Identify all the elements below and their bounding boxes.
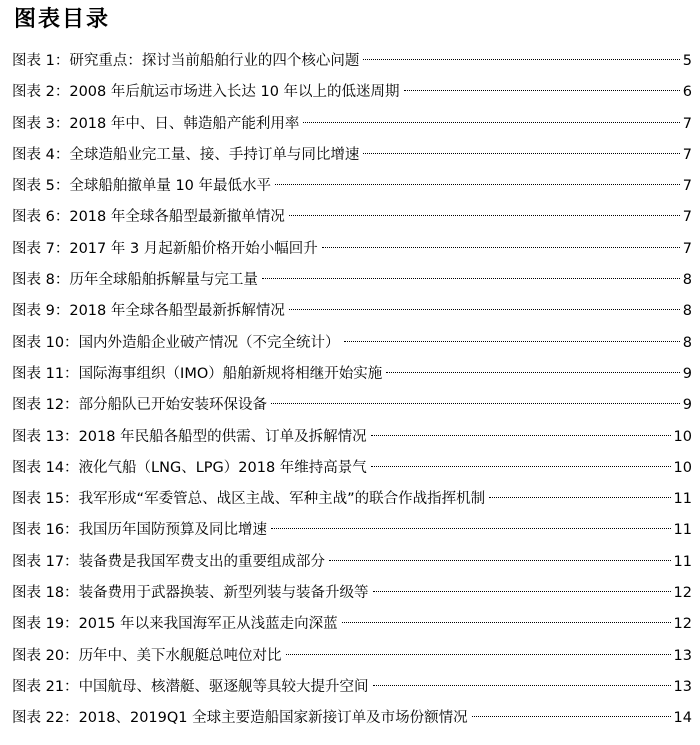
toc-entry-text: 历年中、美下水舰艇总吨位对比 bbox=[78, 647, 282, 664]
toc-entry-page: 11 bbox=[673, 491, 692, 508]
toc-entry-label: 图表 18： bbox=[12, 585, 79, 602]
toc-entry-text: 液化气船（LNG、LPG）2018 年维持高景气 bbox=[78, 459, 367, 476]
toc-entry-page: 7 bbox=[682, 209, 692, 226]
toc-leader-dots bbox=[472, 716, 671, 717]
toc-leader-dots bbox=[329, 560, 670, 561]
toc-entry-text: 全球船舶撤单量 10 年最低水平 bbox=[69, 178, 272, 195]
toc-entry[interactable] bbox=[12, 422, 692, 453]
toc-entry-text: 研究重点：探讨当前船舶行业的四个核心问题 bbox=[69, 53, 360, 69]
toc-entry-text: 2018 年全球各船型最新撤单情况 bbox=[69, 209, 285, 226]
toc-title: 图表目录 bbox=[14, 7, 111, 32]
toc-leader-dots bbox=[342, 622, 671, 623]
toc-entry[interactable] bbox=[12, 140, 692, 171]
toc-entry-label: 图表 10： bbox=[12, 334, 79, 351]
toc-entry-label: 图表 20： bbox=[12, 647, 79, 664]
toc-entry-text: 历年全球船舶拆解量与完工量 bbox=[69, 272, 258, 289]
toc-entry-page: 6 bbox=[682, 84, 692, 101]
toc-entry-label: 图表 7： bbox=[12, 240, 70, 257]
toc-entry-label: 图表 1： bbox=[12, 53, 70, 69]
toc-entry-label: 图表 8： bbox=[12, 272, 70, 289]
toc-entry-text: 装备费是我国军费支出的重要组成部分 bbox=[78, 553, 326, 570]
toc-leader-dots bbox=[344, 341, 680, 342]
toc-entry-page: 11 bbox=[673, 522, 692, 539]
toc-entry[interactable] bbox=[12, 672, 692, 703]
toc-leader-dots bbox=[371, 466, 671, 467]
toc-entry[interactable] bbox=[12, 703, 692, 734]
toc-entry-page: 9 bbox=[682, 365, 692, 382]
toc-entry[interactable] bbox=[12, 390, 692, 421]
toc-entry-text: 2018、2019Q1 全球主要造船国家新接订单及市场份额情况 bbox=[78, 710, 468, 727]
toc-entry-page: 13 bbox=[673, 678, 692, 695]
toc-entry-page: 9 bbox=[682, 397, 692, 414]
toc-entry-label: 图表 6： bbox=[12, 209, 70, 226]
toc-leader-dots bbox=[363, 153, 679, 154]
toc-leader-dots bbox=[303, 122, 679, 123]
toc-entry-page: 7 bbox=[682, 146, 692, 163]
toc-entry-page: 8 bbox=[682, 303, 692, 320]
toc-entry-label: 图表 22： bbox=[12, 710, 79, 727]
toc-leader-dots bbox=[275, 184, 680, 185]
toc-entry-page: 10 bbox=[673, 428, 692, 445]
toc-entry-label: 图表 9： bbox=[12, 303, 70, 320]
toc-entry-text: 2017 年 3 月起新船价格开始小幅回升 bbox=[69, 240, 318, 257]
toc-entry-label: 图表 12： bbox=[12, 397, 79, 414]
toc-entry[interactable] bbox=[12, 609, 692, 640]
toc-entry-page: 10 bbox=[673, 459, 692, 476]
toc-entry-page: 11 bbox=[673, 553, 692, 570]
toc-entry[interactable] bbox=[12, 641, 692, 672]
toc-entry-label: 图表 14： bbox=[12, 459, 79, 476]
toc-entry[interactable] bbox=[12, 234, 692, 265]
toc-leader-dots bbox=[373, 685, 671, 686]
toc-entry-page: 7 bbox=[682, 178, 692, 195]
toc-entry[interactable] bbox=[12, 359, 692, 390]
toc-entry[interactable] bbox=[12, 515, 692, 546]
toc-leader-dots bbox=[286, 654, 671, 655]
toc-entry[interactable] bbox=[12, 547, 692, 578]
toc-entry[interactable] bbox=[12, 578, 692, 609]
toc-entry-label: 图表 5： bbox=[12, 178, 70, 195]
toc-leader-dots bbox=[289, 309, 680, 310]
toc-entry-label: 图表 15： bbox=[12, 491, 79, 508]
toc-entry-page: 12 bbox=[673, 616, 692, 633]
toc-entry[interactable] bbox=[12, 109, 692, 140]
toc-entry-label: 图表 3： bbox=[12, 115, 70, 132]
toc-entry-label: 图表 2： bbox=[12, 84, 70, 101]
toc-entry-page: 13 bbox=[673, 647, 692, 664]
toc-entry-label: 图表 21： bbox=[12, 678, 79, 695]
toc-entry-label: 图表 19： bbox=[12, 616, 79, 633]
toc-entry[interactable] bbox=[12, 46, 692, 77]
toc-leader-dots bbox=[404, 90, 680, 91]
toc-entry[interactable] bbox=[12, 296, 692, 327]
toc-entry[interactable] bbox=[12, 77, 692, 108]
toc-entry[interactable] bbox=[12, 171, 692, 202]
toc-leader-dots bbox=[371, 435, 671, 436]
toc-entry-text: 部分船队已开始安装环保设备 bbox=[78, 397, 268, 414]
toc-entry-label: 图表 16： bbox=[12, 522, 79, 539]
toc-entry-label: 图表 13： bbox=[12, 428, 79, 445]
toc-leader-dots bbox=[363, 59, 679, 60]
toc-list bbox=[12, 46, 692, 735]
toc-entry-text: 2018 年全球各船型最新拆解情况 bbox=[69, 303, 285, 320]
toc-entry-page: 8 bbox=[682, 334, 692, 351]
toc-entry-text: 2008 年后航运市场进入长达 10 年以上的低迷周期 bbox=[69, 84, 400, 101]
toc-entry-text: 国际海事组织（IMO）船舶新规将相继开始实施 bbox=[78, 365, 383, 382]
toc-entry-text: 2015 年以来我国海军正从浅蓝走向深蓝 bbox=[78, 616, 338, 633]
toc-leader-dots bbox=[271, 403, 680, 404]
toc-entry-text: 中国航母、核潜艇、驱逐舰等具较大提升空间 bbox=[78, 678, 369, 695]
toc-entry-page: 14 bbox=[673, 710, 692, 727]
toc-entry-text: 2018 年中、日、韩造船产能利用率 bbox=[69, 115, 300, 132]
toc-leader-dots bbox=[262, 278, 680, 279]
toc-entry-page: 7 bbox=[682, 240, 692, 257]
toc-entry[interactable] bbox=[12, 484, 692, 515]
toc-entry[interactable] bbox=[12, 328, 692, 359]
toc-entry-text: 装备费用于武器换装、新型列装与装备升级等 bbox=[78, 585, 369, 602]
toc-entry-page: 8 bbox=[682, 272, 692, 289]
toc-entry[interactable] bbox=[12, 265, 692, 296]
toc-entry-label: 图表 11： bbox=[12, 365, 79, 382]
toc-entry-text: 我军形成“军委管总、战区主战、军种主战”的联合作战指挥机制 bbox=[78, 491, 486, 508]
toc-entry-page: 5 bbox=[682, 53, 692, 69]
toc-leader-dots bbox=[289, 215, 680, 216]
toc-entry-page: 7 bbox=[682, 115, 692, 132]
toc-leader-dots bbox=[373, 591, 671, 592]
toc-entry-text: 国内外造船企业破产情况（不完全统计） bbox=[78, 334, 340, 351]
toc-leader-dots bbox=[386, 372, 680, 373]
toc-entry-text: 我国历年国防预算及同比增速 bbox=[78, 522, 268, 539]
toc-entry[interactable] bbox=[12, 202, 692, 233]
toc-entry-page: 12 bbox=[673, 585, 692, 602]
toc-entry-text: 全球造船业完工量、接、手持订单与同比增速 bbox=[69, 146, 360, 163]
toc-leader-dots bbox=[489, 497, 670, 498]
toc-entry-label: 图表 4： bbox=[12, 146, 70, 163]
toc-entry-label: 图表 17： bbox=[12, 553, 79, 570]
toc-entry-text: 2018 年民船各船型的供需、订单及拆解情况 bbox=[78, 428, 367, 445]
toc-leader-dots bbox=[322, 247, 680, 248]
toc-leader-dots bbox=[271, 528, 670, 529]
toc-entry[interactable] bbox=[12, 453, 692, 484]
